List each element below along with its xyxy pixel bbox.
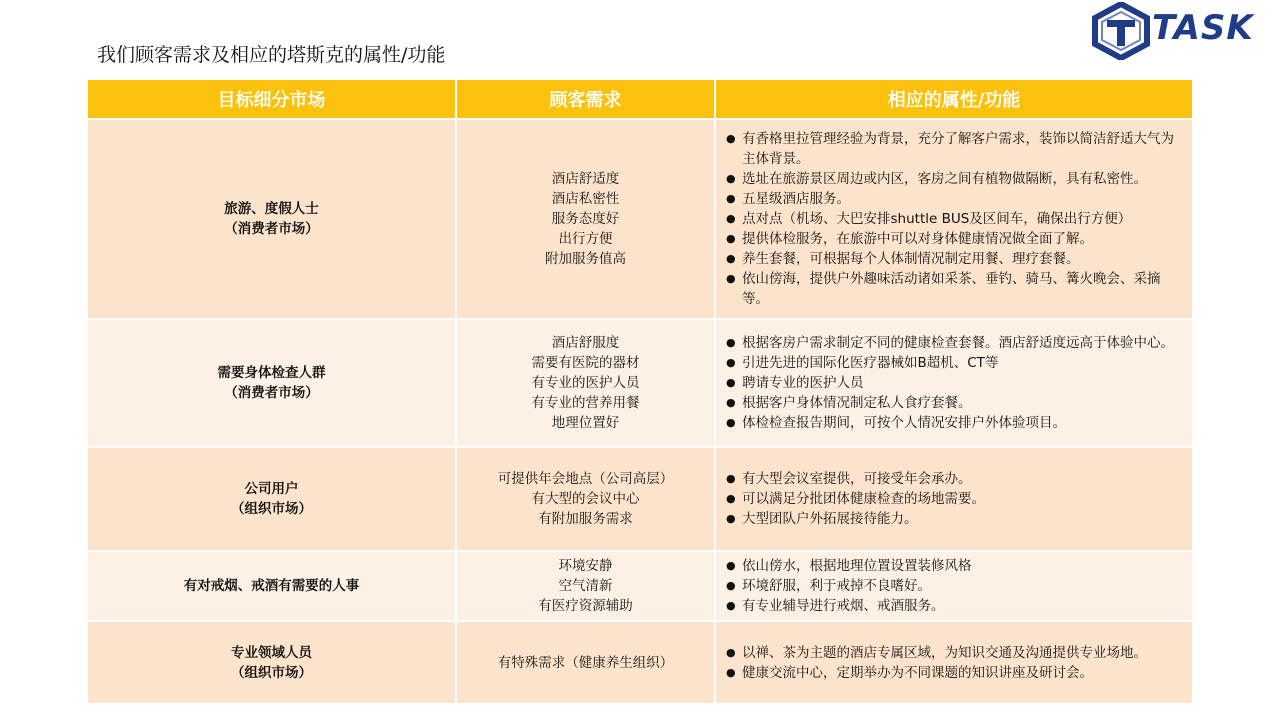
feature-item: ● 有专业辅导进行戒烟、戒酒服务。 bbox=[726, 596, 1184, 616]
need-item: 空气清新 bbox=[558, 578, 613, 594]
table-row bbox=[88, 551, 1192, 621]
header-features: 相应的属性/功能 bbox=[715, 80, 1192, 119]
feature-item: ● 健康交流中心，定期举办为不同课题的知识讲座及研讨会。 bbox=[726, 663, 1184, 683]
segment-market: （消费者市场） bbox=[224, 221, 319, 237]
need-item: 有医疗资源辅助 bbox=[538, 598, 633, 614]
need-item: 出行方便 bbox=[558, 231, 613, 247]
need-item: 有专业的营养用餐 bbox=[531, 395, 640, 411]
feature-item: ● 根据客房户需求制定不同的健康检查套餐。酒店舒适度远高于体验中心。 bbox=[726, 333, 1184, 353]
features-cell bbox=[715, 551, 1192, 621]
need-item: 酒店私密性 bbox=[551, 191, 620, 207]
feature-item: ● 有香格里拉管理经验为背景，充分了解客户需求，装饰以简洁舒适大气为主体背景。 bbox=[726, 129, 1184, 169]
feature-item: ● 环境舒服，利于戒掉不良嗜好。 bbox=[726, 576, 1184, 596]
feature-item: ● 养生套餐，可根据每个人体制情况制定用餐、理疗套餐。 bbox=[726, 249, 1184, 269]
feature-item: ● 依山傍海，提供户外趣味活动诸如采茶、垂钓、骑马、篝火晚会、采摘等。 bbox=[726, 269, 1184, 309]
need-item: 服务态度好 bbox=[551, 211, 620, 227]
need-item: 有特殊需求（健康养生组织） bbox=[497, 654, 674, 671]
table-row bbox=[88, 447, 1192, 551]
needs-cell bbox=[456, 319, 715, 447]
segment-market: （消费者市场） bbox=[224, 385, 319, 401]
header-segment: 目标细分市场 bbox=[88, 80, 456, 119]
feature-item: ● 选址在旅游景区周边或内区，客房之间有植物做隔断，具有私密性。 bbox=[726, 169, 1184, 189]
needs-cell bbox=[456, 119, 715, 319]
feature-item: ● 大型团队户外拓展接待能力。 bbox=[726, 509, 1184, 529]
table-row bbox=[88, 119, 1192, 319]
need-item: 环境安静 bbox=[558, 558, 613, 574]
segment-cell bbox=[88, 621, 456, 703]
need-item: 酒店舒服度 bbox=[551, 335, 620, 351]
slide-title: 我们顾客需求及相应的塔斯克的属性/功能 bbox=[97, 44, 446, 66]
feature-item: ● 聘请专业的医护人员 bbox=[726, 373, 1184, 393]
task-logo-text: TASK bbox=[1152, 8, 1254, 48]
feature-item: ● 体检检查报告期间，可按个人情况安排户外体验项目。 bbox=[726, 413, 1184, 433]
task-logo bbox=[1088, 0, 1280, 62]
segment-name: 旅游、度假人士 bbox=[224, 201, 319, 217]
need-item: 可提供年会地点（公司高层） bbox=[497, 471, 674, 487]
need-item: 有专业的医护人员 bbox=[531, 375, 640, 391]
needs-cell bbox=[456, 447, 715, 551]
need-item: 需要有医院的器材 bbox=[531, 355, 640, 371]
needs-cell bbox=[456, 621, 715, 703]
feature-item: ● 根据客户身体情况制定私人食疗套餐。 bbox=[726, 393, 1184, 413]
table-row bbox=[88, 319, 1192, 447]
features-cell bbox=[715, 119, 1192, 319]
table-header-row bbox=[88, 80, 1192, 119]
feature-item: ● 五星级酒店服务。 bbox=[726, 189, 1184, 209]
segment-market: （组织市场） bbox=[231, 664, 312, 681]
segment-name: 需要身体检查人群 bbox=[217, 365, 326, 381]
segment-cell bbox=[88, 551, 456, 621]
feature-item: ● 依山傍水，根据地理位置设置装修风格 bbox=[726, 556, 1184, 576]
needs-table bbox=[88, 80, 1192, 703]
feature-item: ● 点对点（机场、大巴安排shuttle BUS及区间车，确保出行方便） bbox=[726, 209, 1184, 229]
segment-name: 有对戒烟、戒酒有需要的人事 bbox=[183, 578, 360, 594]
feature-item: ● 以禅、茶为主题的酒店专属区域，为知识交通及沟通提供专业场地。 bbox=[726, 643, 1184, 663]
feature-item: ● 引进先进的国际化医疗器械如B超机、CT等 bbox=[726, 353, 1184, 373]
feature-item: ● 提供体检服务，在旅游中可以对身体健康情况做全面了解。 bbox=[726, 229, 1184, 249]
features-cell bbox=[715, 319, 1192, 447]
table-row bbox=[88, 621, 1192, 703]
header-needs: 顾客需求 bbox=[456, 80, 715, 119]
feature-item: ● 可以满足分批团体健康检查的场地需要。 bbox=[726, 489, 1184, 509]
segment-cell bbox=[88, 119, 456, 319]
need-item: 有大型的会议中心 bbox=[531, 491, 640, 507]
need-item: 附加服务值高 bbox=[545, 251, 626, 267]
need-item: 酒店舒适度 bbox=[551, 171, 620, 187]
feature-item: ● 有大型会议室提供，可接受年会承办。 bbox=[726, 469, 1184, 489]
features-cell bbox=[715, 447, 1192, 551]
segment-name: 专业领域人员 bbox=[231, 644, 312, 661]
features-cell bbox=[715, 621, 1192, 703]
segment-cell bbox=[88, 447, 456, 551]
need-item: 地理位置好 bbox=[551, 415, 620, 431]
segment-market: （组织市场） bbox=[231, 501, 312, 517]
task-logo-icon bbox=[1089, 2, 1153, 60]
segment-name: 公司用户 bbox=[244, 481, 299, 497]
segment-cell bbox=[88, 319, 456, 447]
need-item: 有附加服务需求 bbox=[538, 511, 633, 527]
needs-cell bbox=[456, 551, 715, 621]
